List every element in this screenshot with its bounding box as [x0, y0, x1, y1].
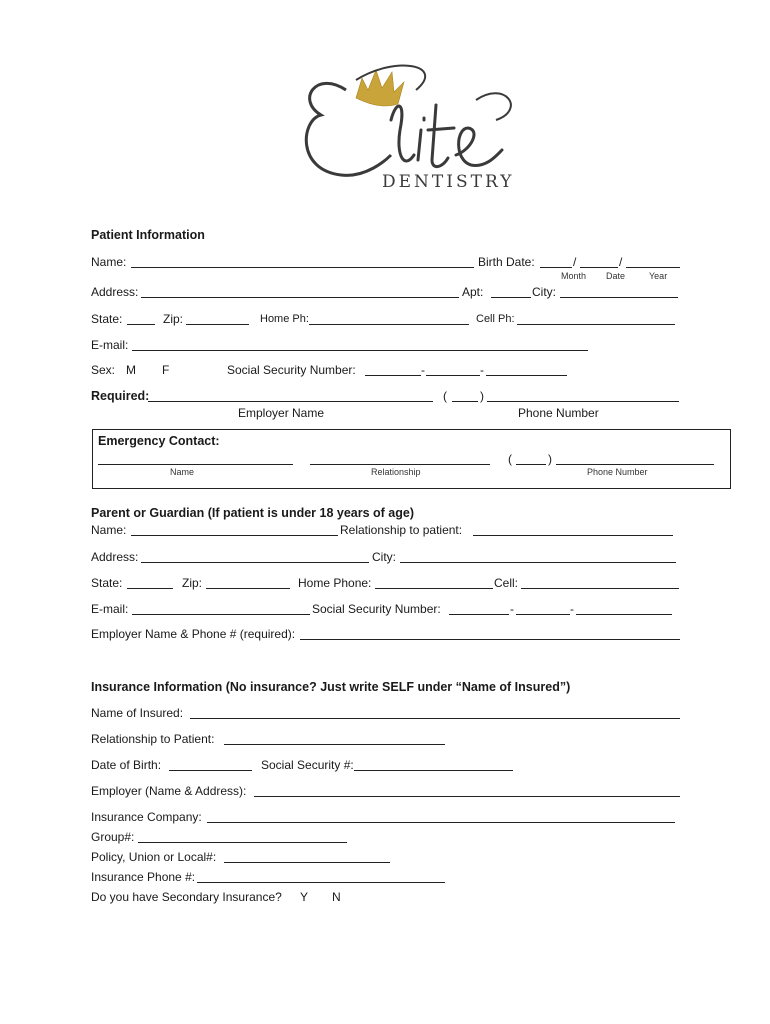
sex-female-option[interactable]: F [162, 363, 170, 377]
employer-phone-paren-close: ) [480, 389, 484, 403]
ssn-part-2-field[interactable] [426, 375, 480, 376]
guardian-city-field[interactable] [400, 562, 676, 563]
secondary-no-option[interactable]: N [332, 890, 341, 904]
guardian-relationship-field[interactable] [473, 535, 673, 536]
emergency-name-field[interactable] [98, 464, 293, 465]
state-field[interactable] [127, 324, 155, 325]
emergency-area-code-field[interactable] [516, 464, 546, 465]
zip-field[interactable] [186, 324, 249, 325]
ssn-dash-1: - [421, 363, 425, 377]
birth-year-field[interactable] [626, 267, 680, 268]
insured-ssn-label: Social Security #: [261, 758, 354, 772]
employer-name-field[interactable] [148, 401, 433, 402]
group-number-label: Group#: [91, 830, 135, 844]
insurance-heading: Insurance Information (No insurance? Just write SELF under “Name of Insured”) [91, 680, 571, 694]
guardian-address-label: Address: [91, 550, 139, 564]
policy-number-label: Policy, Union or Local#: [91, 850, 217, 864]
emergency-phone-caption: Phone Number [587, 467, 648, 477]
employer-area-code-field[interactable] [452, 401, 478, 402]
insured-employer-label: Employer (Name & Address): [91, 784, 247, 798]
secondary-insurance-label: Do you have Secondary Insurance? [91, 890, 282, 904]
guardian-ssn-part-3-field[interactable] [576, 614, 672, 615]
birth-day-field[interactable] [580, 267, 618, 268]
apt-field[interactable] [491, 297, 531, 298]
name-insured-field[interactable] [190, 718, 680, 719]
policy-number-field[interactable] [224, 862, 390, 863]
logo-subtitle: DENTISTRY [382, 172, 515, 192]
guardian-state-label: State: [91, 576, 123, 590]
insured-relationship-field[interactable] [224, 744, 445, 745]
group-number-field[interactable] [138, 842, 347, 843]
employer-name-caption: Employer Name [238, 406, 325, 420]
birth-date-label: Birth Date: [478, 255, 535, 269]
state-label: State: [91, 312, 123, 326]
patient-name-field[interactable] [131, 267, 474, 268]
emergency-contact-heading: Emergency Contact: [98, 434, 220, 448]
guardian-zip-label: Zip: [182, 576, 203, 590]
guardian-city-label: City: [372, 550, 396, 564]
ssn-part-3-field[interactable] [486, 375, 567, 376]
insured-dob-field[interactable] [169, 770, 252, 771]
guardian-employer-label: Employer Name & Phone # (required): [91, 627, 296, 641]
ssn-label: Social Security Number: [227, 363, 356, 377]
guardian-employer-field[interactable] [300, 639, 680, 640]
email-field[interactable] [132, 350, 588, 351]
emergency-paren-open: ( [508, 452, 512, 466]
guardian-cell-field[interactable] [521, 588, 679, 589]
secondary-yes-option[interactable]: Y [300, 890, 309, 904]
required-label: Required: [91, 389, 150, 403]
sex-male-option[interactable]: M [126, 363, 136, 377]
birth-sep-1: / [573, 255, 577, 269]
year-caption: Year [649, 271, 668, 281]
emergency-phone-field[interactable] [556, 464, 714, 465]
ssn-dash-2: - [480, 363, 484, 377]
guardian-state-field[interactable] [127, 588, 173, 589]
guardian-ssn-label: Social Security Number: [312, 602, 441, 616]
insured-dob-label: Date of Birth: [91, 758, 162, 772]
zip-label: Zip: [163, 312, 184, 326]
birth-month-field[interactable] [540, 267, 572, 268]
home-phone-label: Home Ph: [260, 313, 309, 325]
guardian-email-label: E-mail: [91, 602, 129, 616]
birth-sep-2: / [619, 255, 623, 269]
guardian-email-field[interactable] [132, 614, 310, 615]
cell-phone-label: Cell Ph: [476, 313, 515, 325]
apt-label: Apt: [462, 285, 484, 299]
address-label: Address: [91, 285, 139, 299]
phone-number-caption: Phone Number [518, 406, 599, 420]
employer-phone-paren-open: ( [443, 389, 447, 403]
name-insured-label: Name of Insured: [91, 706, 184, 720]
guardian-cell-label: Cell: [494, 576, 519, 590]
sex-label: Sex: [91, 363, 116, 377]
guardian-zip-field[interactable] [206, 588, 290, 589]
guardian-home-phone-label: Home Phone: [298, 576, 372, 590]
insured-relationship-label: Relationship to Patient: [91, 732, 215, 746]
guardian-address-field[interactable] [141, 562, 369, 563]
insurance-phone-label: Insurance Phone #: [91, 870, 196, 884]
guardian-relationship-label: Relationship to patient: [340, 523, 463, 537]
insurance-phone-field[interactable] [197, 882, 445, 883]
guardian-ssn-part-1-field[interactable] [449, 614, 509, 615]
emergency-relationship-field[interactable] [310, 464, 490, 465]
insurance-company-label: Insurance Company: [91, 810, 202, 824]
email-label: E-mail: [91, 338, 129, 352]
month-caption: Month [561, 271, 587, 281]
guardian-home-phone-field[interactable] [375, 588, 493, 589]
patient-info-heading: Patient Information [91, 228, 205, 242]
city-field[interactable] [560, 297, 678, 298]
patient-name-label: Name: [91, 255, 127, 269]
guardian-ssn-dash-2: - [570, 602, 574, 616]
home-phone-field[interactable] [309, 324, 469, 325]
emergency-relationship-caption: Relationship [371, 467, 421, 477]
insured-ssn-field[interactable] [354, 770, 513, 771]
guardian-ssn-part-2-field[interactable] [516, 614, 570, 615]
insurance-company-field[interactable] [207, 822, 675, 823]
ssn-part-1-field[interactable] [365, 375, 421, 376]
employer-phone-field[interactable] [487, 401, 679, 402]
guardian-name-label: Name: [91, 523, 127, 537]
emergency-paren-close: ) [548, 452, 552, 466]
guardian-name-field[interactable] [131, 535, 338, 536]
emergency-name-caption: Name [170, 467, 195, 477]
city-label: City: [532, 285, 556, 299]
insured-employer-field[interactable] [254, 796, 680, 797]
guardian-ssn-dash-1: - [510, 602, 514, 616]
guardian-heading: Parent or Guardian (If patient is under 18 years of age) [91, 506, 414, 520]
address-field[interactable] [141, 297, 459, 298]
date-caption: Date [606, 271, 626, 281]
cell-phone-field[interactable] [517, 324, 675, 325]
